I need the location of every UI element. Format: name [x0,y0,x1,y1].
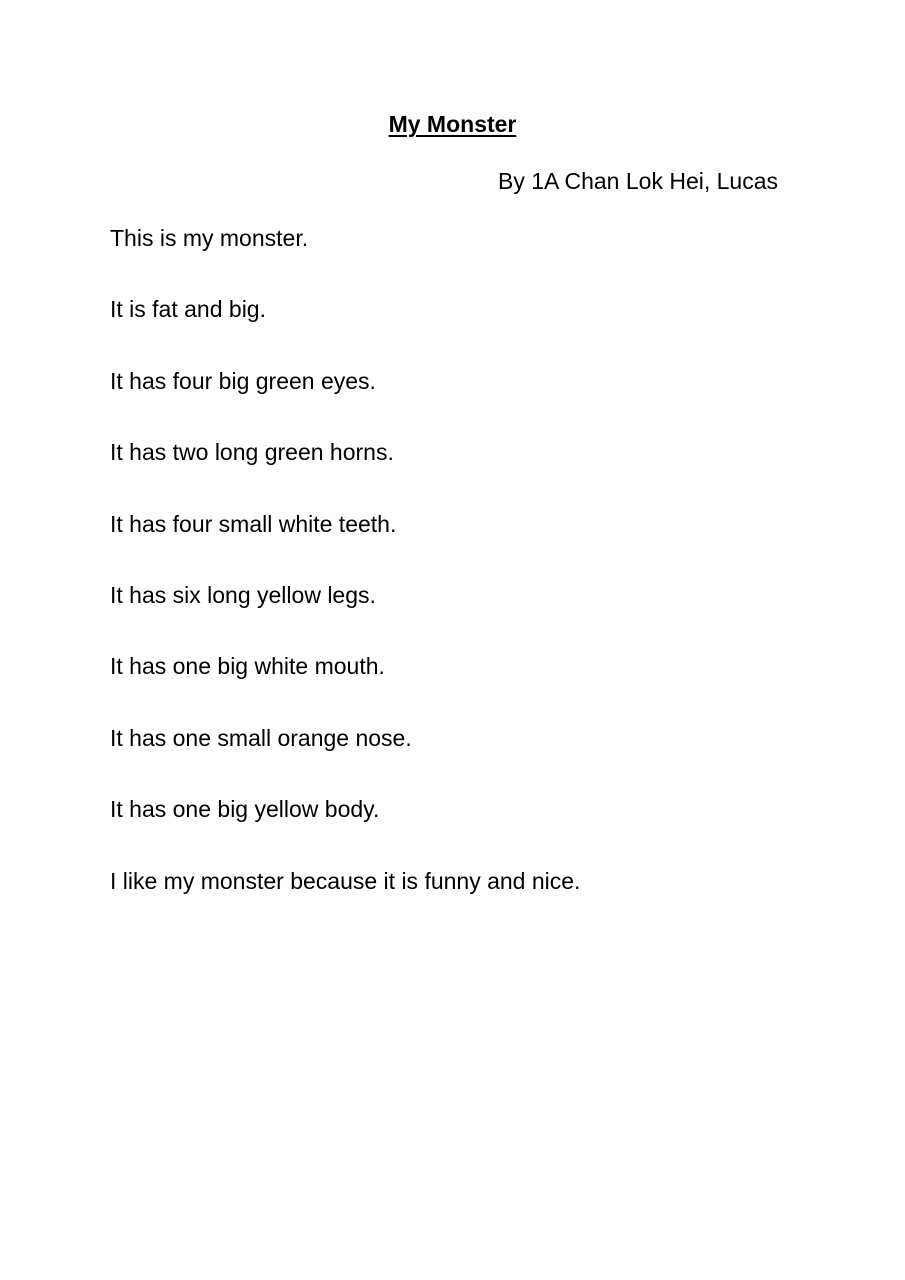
document-title-wrapper [0,110,905,138]
poem-line: It has one big white mouth. [110,653,385,680]
poem-line: It has one big yellow body. [110,796,380,823]
poem-line: It has four big green eyes. [110,367,376,394]
poem-line: This is my monster. [110,225,309,251]
poem-lines [110,224,580,938]
document-title: My Monster [388,111,517,137]
poem-line: It has six long yellow legs. [110,581,376,608]
poem-line: It has four small white teeth. [110,510,397,537]
author-byline: By 1A Chan Lok Hei, Lucas [498,168,778,194]
poem-line: It has two long green horns. [110,439,394,466]
poem-line: It has one small orange nose. [110,724,412,751]
poem-line: It is fat and big. [110,296,266,323]
poem-line: I like my monster because it is funny and nice. [110,867,581,894]
